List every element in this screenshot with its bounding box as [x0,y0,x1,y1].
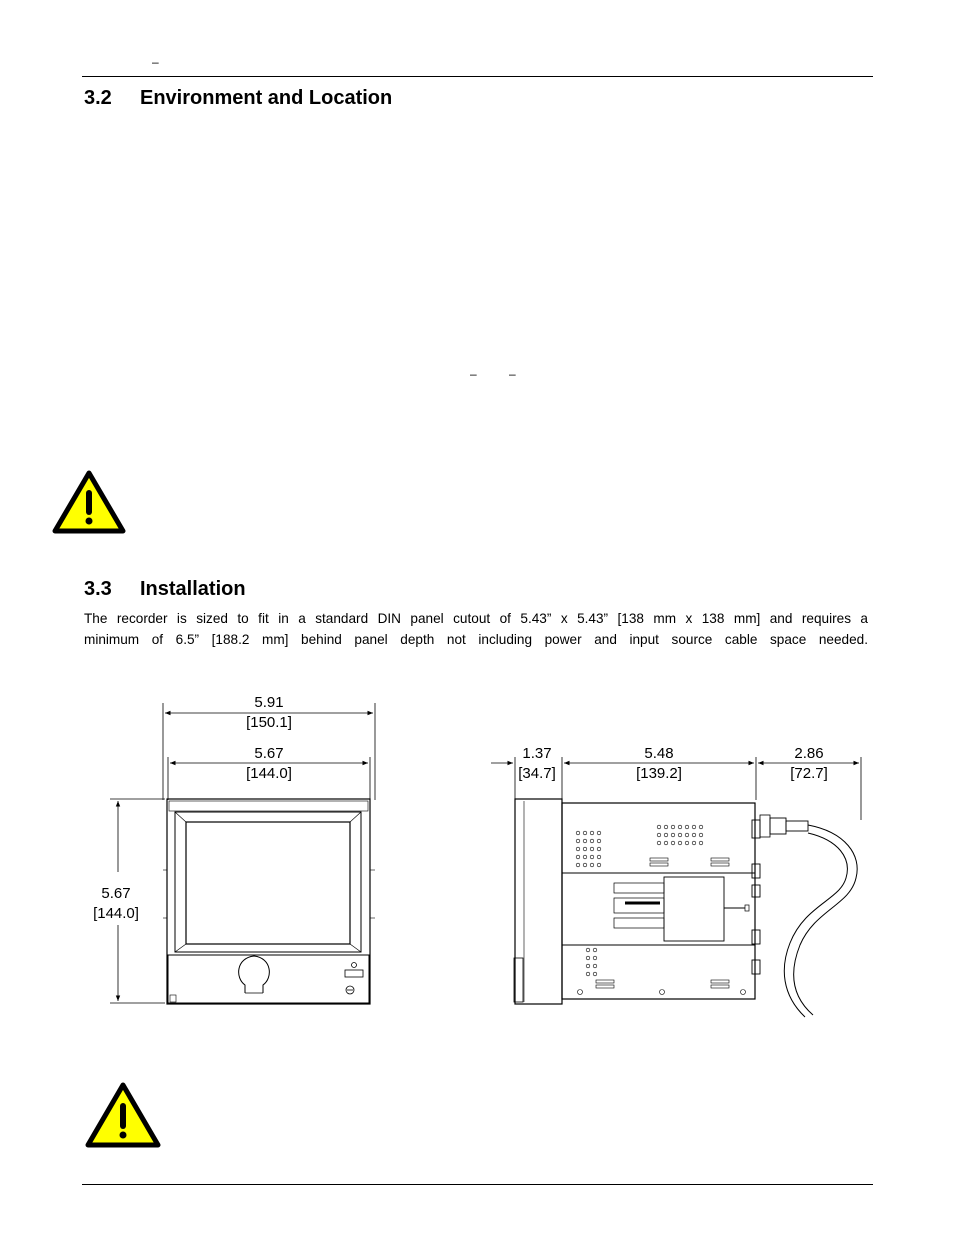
front-inner-width-in: 5.67 [254,745,284,762]
header-mark: – [152,55,159,69]
front-inner-width-mm: [144.0] [246,765,292,782]
side-body-depth-in: 5.48 [644,745,674,762]
section-heading-installation [84,577,246,601]
front-height-mm: [144.0] [93,905,139,922]
paragraph-line-2: minimum of 6.5” [188.2 mm] behind panel depth not including power and input source cable space needed. [84,631,868,647]
installation-paragraph [84,609,868,650]
paragraph-line-1: The recorder is sized to fit in a standard DIN panel cutout of 5.43” x 5.43” [138 mm x 138 mm] and requires a [84,611,868,626]
section-number: 3.2 [84,87,112,109]
dimension-drawing [0,680,954,1025]
warning-triangle-icon [85,1082,161,1148]
section-heading-environment [84,86,392,110]
side-cable-depth-mm: [72.7] [790,765,828,782]
section-title: Environment and Location [140,87,393,109]
front-view-dimensions [110,703,375,1003]
side-vent-holes [576,825,745,994]
front-outer-width-mm: [150.1] [246,714,292,731]
section-number: 3.3 [84,578,112,600]
inline-mark-a: – [470,367,477,381]
front-view-device [163,799,375,1004]
footer-rule [82,1184,873,1185]
front-outer-width-in: 5.91 [254,694,284,711]
side-bezel-depth-in: 1.37 [522,745,552,762]
side-cable-depth-in: 2.86 [794,745,824,762]
side-body-depth-mm: [139.2] [636,765,682,782]
side-view-device [514,799,857,1017]
header-rule [82,76,873,77]
section-title: Installation [140,578,246,600]
front-height-in: 5.67 [101,885,131,902]
side-bezel-depth-mm: [34.7] [518,765,556,782]
warning-triangle-icon [52,470,126,534]
inline-mark-b: – [509,367,516,381]
